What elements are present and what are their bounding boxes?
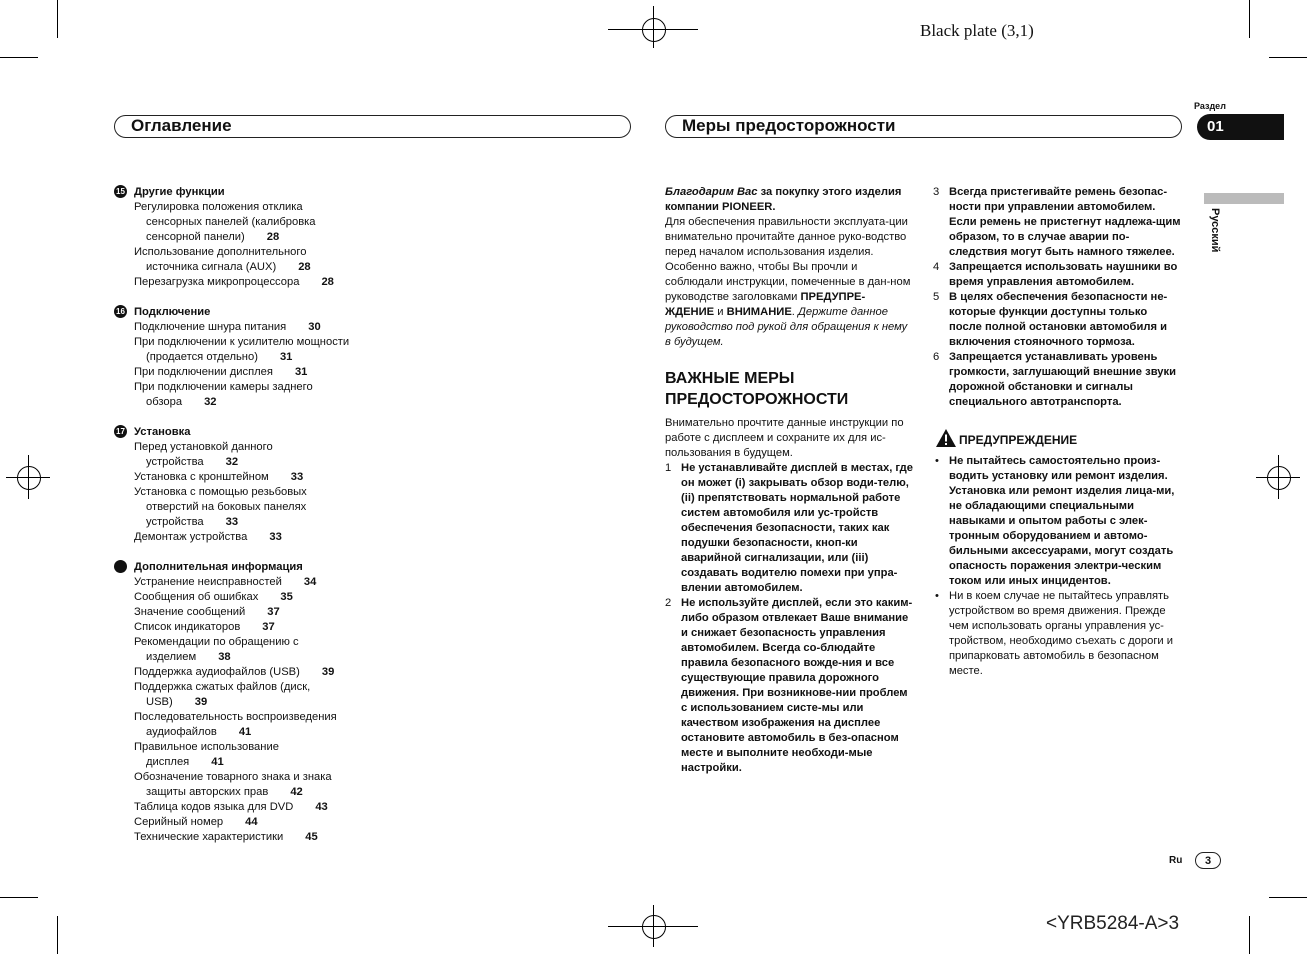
toc-page-number: 39 xyxy=(321,666,335,678)
toc-entry[interactable]: Правильное использование дисплея 41 xyxy=(134,741,279,768)
toc-entry[interactable]: Таблица кодов языка для DVD 43 xyxy=(134,801,328,813)
rule-item: 1 Не устанавливайте дисплей в местах, где он может (i) закрывать обзор води-телю, (ii) препятствовать нормальной работе систем автомобиля или ус-тройств обеспечения безопасности, таких как подушки безопасности, кноп-ки аварийной сигнализации, или (iii) создавать водителю помехи при упра-влении автомобилем. xyxy=(665,462,913,594)
toc-page-number: 32 xyxy=(204,396,217,408)
rules-list xyxy=(665,461,913,776)
toc-entry[interactable]: Рекомендации по обращению с изделием 38 xyxy=(134,636,299,663)
crop-mark xyxy=(1269,57,1307,58)
toc-page-number: 35 xyxy=(280,591,293,603)
intro-paragraph: Для обеспечения правильности эксплуата-ции внимательно прочитайте данное руко-водство перед началом использования изделия. Особенно важно, чтобы Вы прочли и соблюдали инструкции, помеченные в дан-ном руководстве заголовками ПРЕДУПРЕ-ЖДЕНИЕ и ВНИМАНИЕ. Держите данное руководство под рукой для обращения к нему в будущем. xyxy=(665,216,911,348)
section-number-icon: 16 xyxy=(114,305,127,318)
section-number-icon: 17 xyxy=(114,425,127,438)
toc-section-title[interactable]: Дополнительная информация xyxy=(114,560,374,575)
toc-page-number: 31 xyxy=(294,366,308,378)
rule-item: 5 В целях обеспечения безопасности не-которые функции доступны только после полной остановки автомобиля и включения стояночного тормоза. xyxy=(933,291,1168,348)
toc-entry[interactable]: Список индикаторов 37 xyxy=(134,621,275,633)
warning-item: • Не пытайтесь самостоятельно произ-водить установку или ремонт изделия. Установка или ремонт изделия лица-ми, не обладающими специальными навыками и опытом работы с элек-тронным оборудованием и автомо-бильными аксессуарами, могут создать опасность поражения электри-ческим током или иных инцидентов. xyxy=(935,455,1175,587)
toc-page-number: 41 xyxy=(211,756,224,768)
toc-section xyxy=(114,560,374,845)
important-intro: Внимательно прочтите данные инструкции по работе с дисплеем и сохраните их для ис-пользования в будущем. xyxy=(665,417,904,459)
section-number: 01 xyxy=(1197,114,1284,140)
toc-page-number: 39 xyxy=(194,696,208,708)
intro-column xyxy=(665,185,913,776)
warning-list xyxy=(933,454,1183,679)
toc-page-number: 45 xyxy=(305,831,318,843)
section-number-icon xyxy=(114,560,127,573)
toc-page-number: 41 xyxy=(238,726,252,738)
toc-page-number: 42 xyxy=(290,786,303,798)
warning-icon xyxy=(935,428,957,448)
intro-thanks: Благодарим Вас за покупку этого изделия компании PIONEER. xyxy=(665,186,902,213)
crop-mark xyxy=(0,57,38,58)
toc-section xyxy=(114,425,374,545)
toc-page-number: 32 xyxy=(225,456,239,468)
crop-mark xyxy=(1249,916,1250,954)
toc-entry[interactable]: Подключение шнура питания 30 xyxy=(134,321,321,333)
page-number: 3 xyxy=(1195,852,1221,869)
toc-section xyxy=(114,305,374,410)
document-code: <YRB5284-A>3 xyxy=(1046,913,1180,934)
toc-entry[interactable]: Технические характеристики 45 xyxy=(134,831,318,843)
toc-page-number: 28 xyxy=(266,231,280,243)
toc-page-number: 30 xyxy=(308,321,321,333)
toc-entry[interactable]: Обозначение товарного знака и знака защиты авторских прав 42 xyxy=(134,771,332,798)
toc-title: Оглавление xyxy=(114,115,631,138)
toc-page-number: 33 xyxy=(290,471,304,483)
toc-entry[interactable]: При подключении дисплея 31 xyxy=(134,366,308,378)
section-label: Раздел xyxy=(1194,101,1226,111)
language-code: Ru xyxy=(1169,855,1183,866)
toc-entry[interactable]: При подключении к усилителю мощности (продается отдельно) 31 xyxy=(134,336,350,363)
table-of-contents xyxy=(114,185,374,860)
toc-entry[interactable]: Перед установкой данного устройства 32 xyxy=(134,441,273,468)
toc-entry[interactable]: Значение сообщений 37 xyxy=(134,606,280,618)
toc-page-number: 33 xyxy=(225,516,239,528)
toc-entry[interactable]: Сообщения об ошибках 35 xyxy=(134,591,293,603)
page-title: Меры предосторожности xyxy=(665,115,1182,138)
toc-page-number: 33 xyxy=(269,531,282,543)
crop-mark xyxy=(1269,897,1307,898)
toc-section-title[interactable]: 17 Установка xyxy=(114,425,374,440)
toc-entry[interactable]: Перезагрузка микропроцессора 28 xyxy=(134,276,334,288)
toc-section xyxy=(114,185,374,290)
toc-entry[interactable]: Демонтаж устройства 33 xyxy=(134,531,282,543)
crop-mark xyxy=(57,916,58,954)
rules-column xyxy=(933,185,1183,679)
toc-page-number: 44 xyxy=(245,816,258,828)
crop-mark xyxy=(57,0,58,38)
section-number-icon: 15 xyxy=(114,185,127,198)
crop-mark xyxy=(0,897,38,898)
warning-heading: ПРЕДУПРЕЖДЕНИЕ xyxy=(933,428,1183,450)
rule-item: 4 Запрещается использовать наушники во время управления автомобилем. xyxy=(933,261,1178,288)
toc-entry[interactable]: Устранение неисправностей 34 xyxy=(134,576,317,588)
toc-entry[interactable]: Последовательность воспроизведения аудиофайлов 41 xyxy=(134,711,337,738)
crop-mark xyxy=(1249,0,1250,38)
toc-page-number: 38 xyxy=(218,651,231,663)
toc-page-number: 34 xyxy=(303,576,317,588)
toc-entry[interactable]: Использование дополнительного источника сигнала (AUX) 28 xyxy=(134,246,311,273)
important-heading: ВАЖНЫЕ МЕРЫ ПРЕДОСТОРОЖНОСТИ xyxy=(665,370,849,408)
toc-entry[interactable]: Установка с кронштейном 33 xyxy=(134,471,304,483)
rule-item: 3 Всегда пристегивайте ремень безопас-ности при управлении автомобилем. Если ремень не пристегнут надлежа-щим образом, то в случае аварии по-следствия могут быть намного тяжелее. xyxy=(933,186,1181,258)
rules-list-continued xyxy=(933,185,1183,410)
toc-entry[interactable]: Установка с помощью резьбовых отверстий на боковых панелях устройства 33 xyxy=(134,486,307,528)
toc-entry[interactable]: При подключении камеры заднего обзора 32 xyxy=(134,381,313,408)
toc-entry[interactable]: Регулировка положения отклика сенсорных панелей (калибровка сенсорной панели) 28 xyxy=(134,201,316,243)
toc-page-number: 31 xyxy=(279,351,293,363)
warning-item: • Ни в коем случае не пытайтесь управлять устройством во время движения. Прежде чем использовать органы управления ус-тройством, необходимо съехать с дороги и припарковать автомобиль в безопасном месте. xyxy=(935,590,1174,677)
toc-entry[interactable]: Поддержка аудиофайлов (USB) 39 xyxy=(134,666,335,678)
toc-entry[interactable]: Поддержка сжатых файлов (диск, USB) 39 xyxy=(134,681,311,708)
plate-label: Black plate (3,1) xyxy=(920,21,1034,40)
rule-item: 2 Не используйте дисплей, если это каким-либо образом отвлекает Ваше внимание и снижает безопасность управления автомобилем. Всегда со-блюдайте правила безопасного вожде-ния и все существующие правила дорожного движения. При возникнове-нии проблем с использованием систе-мы или качеством изображения на дисплее остановите автомобиль в без-опасном месте и выполните необходи-мые настройки. xyxy=(665,597,913,774)
toc-page-number: 37 xyxy=(262,621,275,633)
toc-entry[interactable]: Серийный номер 44 xyxy=(134,816,258,828)
toc-page-number: 28 xyxy=(321,276,334,288)
language-tab xyxy=(1204,193,1284,204)
toc-section-title[interactable]: 15 Другие функции xyxy=(114,185,374,200)
toc-page-number: 28 xyxy=(298,261,311,273)
toc-page-number: 37 xyxy=(267,606,280,618)
language-label: Русский xyxy=(1209,208,1221,253)
toc-section-title[interactable]: 16 Подключение xyxy=(114,305,374,320)
toc-page-number: 43 xyxy=(315,801,328,813)
rule-item: 6 Запрещается устанавливать уровень громкости, заглушающий внешние звуки дорожной обстановки и сигналы специального автотранспорта. xyxy=(933,351,1176,408)
